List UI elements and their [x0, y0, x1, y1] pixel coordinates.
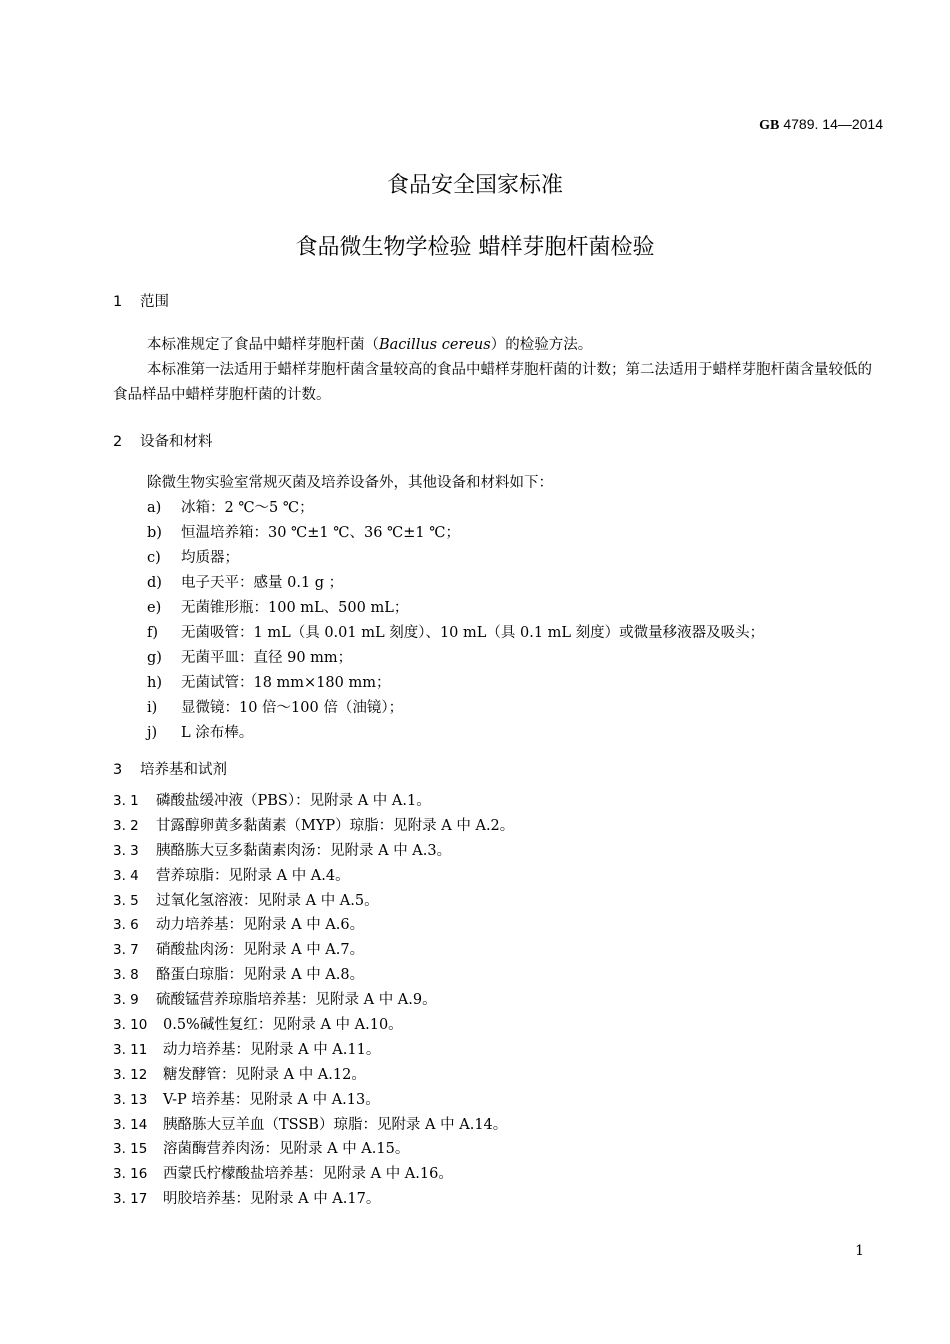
list-item: a) 冰箱：2 ℃～5 ℃；: [147, 500, 314, 516]
list-item: g) 无菌平皿：直径 90 mm；: [147, 650, 353, 666]
section-title: 设备和材料: [140, 434, 213, 450]
list-item: 3. 15 溶菌酶营养肉汤：见附录 A 中 A.15。: [113, 1141, 410, 1158]
list-item: h) 无菌试管：18 mm×180 mm；: [147, 675, 391, 691]
standard-number: [759, 116, 883, 134]
equipment-intro: 除微生物实验室常规灭菌及培养设备外，其他设备和材料如下：: [147, 475, 553, 491]
document-title: 食品安全国家标准: [386, 173, 563, 198]
list-item: 3. 16 西蒙氏柠檬酸盐培养基：见附录 A 中 A.16。: [113, 1166, 453, 1183]
media-list: [113, 789, 514, 1212]
list-item: 3. 17 明胶培养基：见附录 A 中 A.17。: [113, 1191, 381, 1208]
section-heading-scope: [113, 290, 169, 311]
section-number: 1: [113, 294, 123, 310]
latin-name: Bacillus cereus: [379, 337, 491, 353]
section-heading-media: [113, 758, 227, 779]
standard-code: 4789. 14—2014: [783, 116, 883, 132]
list-item: 3. 12 糖发酵管：见附录 A 中 A.12。: [113, 1066, 366, 1083]
list-item: b) 恒温培养箱：30 ℃±1 ℃、36 ℃±1 ℃；: [147, 525, 460, 541]
section-number: 3: [113, 762, 123, 778]
list-item: 3. 4 营养琼脂：见附录 A 中 A.4。: [113, 867, 350, 884]
equipment-list: [147, 471, 764, 746]
list-item: 3. 13 V-P 培养基：见附录 A 中 A.13。: [113, 1091, 380, 1108]
section-title: 培养基和试剂: [140, 762, 227, 778]
list-item: e) 无菌锥形瓶：100 mL、500 mL；: [147, 600, 409, 616]
list-item: 3. 2 甘露醇卵黄多黏菌素（MYP）琼脂：见附录 A 中 A.2。: [113, 817, 515, 834]
section-heading-equipment: [113, 430, 213, 451]
list-item: 3. 6 动力培养基：见附录 A 中 A.6。: [113, 917, 365, 934]
list-item: 3. 1 磷酸盐缓冲液（PBS）：见附录 A 中 A.1。: [113, 793, 431, 809]
list-item: 3. 5 过氧化氢溶液：见附录 A 中 A.5。: [113, 892, 379, 909]
list-item: 3. 10 0.5%碱性复红：见附录 A 中 A.10。: [113, 1017, 403, 1034]
page-number: 1: [855, 1243, 864, 1259]
list-item: 3. 11 动力培养基：见附录 A 中 A.11。: [113, 1041, 381, 1058]
list-item: d) 电子天平：感量 0.1 g ；: [147, 575, 344, 591]
scope-paragraphs: [113, 333, 883, 408]
list-item: c) 均质器；: [147, 550, 239, 566]
list-item: j) L 涂布棒。: [147, 725, 254, 741]
list-item: f) 无菌吸管：1 mL（具 0.01 mL 刻度）、10 mL（具 0.1 mL 刻度）或微量移液器及吸头；: [147, 625, 765, 641]
standard-prefix: GB: [759, 118, 780, 133]
list-item: 3. 8 酪蛋白琼脂：见附录 A 中 A.8。: [113, 967, 365, 984]
document-subtitle: 食品微生物学检验 蜡样芽胞杆菌检验: [295, 235, 655, 260]
list-item: 3. 7 硝酸盐肉汤：见附录 A 中 A.7。: [113, 942, 365, 959]
list-item: 3. 9 硫酸锰营养琼脂培养基：见附录 A 中 A.9。: [113, 992, 437, 1009]
scope-paragraph-2: 本标准第一法适用于蜡样芽胞杆菌含量较高的食品中蜡样芽胞杆菌的计数；第二法适用于蜡样芽胞杆菌含量较低的食品样品中蜡样芽胞杆菌的计数。: [113, 362, 872, 403]
scope-paragraph-1: 本标准规定了食品中蜡样芽胞杆菌（Bacillus cereus）的检验方法。: [147, 337, 593, 353]
section-number: 2: [113, 434, 123, 450]
list-item: i) 显微镜：10 倍～100 倍（油镜）；: [147, 700, 404, 716]
list-item: 3. 14 胰酪胨大豆羊血（TSSB）琼脂：见附录 A 中 A.14。: [113, 1116, 508, 1133]
list-item: 3. 3 胰酪胨大豆多黏菌素肉汤：见附录 A 中 A.3。: [113, 842, 452, 859]
section-title: 范围: [140, 294, 169, 310]
